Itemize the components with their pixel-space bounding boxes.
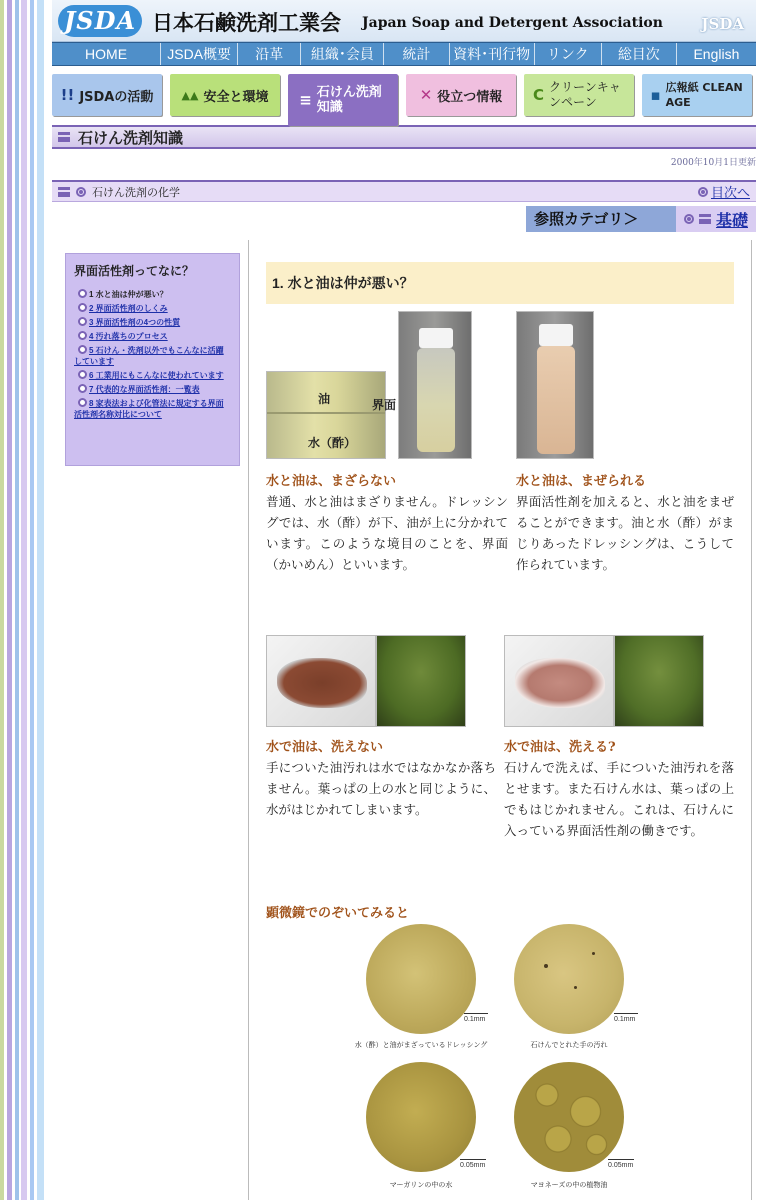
toc-link[interactable] bbox=[698, 182, 750, 201]
tab-soap-knowledge[interactable] bbox=[288, 74, 398, 126]
separated-bottle-photo bbox=[398, 311, 472, 459]
side-menu-link-1[interactable]: 1 水と油は仲が悪い？ bbox=[89, 290, 168, 299]
jsda-logo[interactable]: JSDA bbox=[58, 5, 142, 37]
hands-water-photo bbox=[266, 635, 376, 727]
side-menu bbox=[65, 253, 240, 466]
tab-label: 役立つ情報 bbox=[437, 89, 503, 105]
menu-lines-icon bbox=[699, 214, 711, 224]
nav-home[interactable]: HOME bbox=[52, 43, 161, 65]
menu-lines-icon: ≡ bbox=[299, 91, 312, 109]
subsection-bar bbox=[52, 180, 756, 202]
nav-history[interactable]: 沿革 bbox=[238, 43, 301, 65]
side-menu-link-6[interactable]: 6 工業用にもこんなに使われています bbox=[89, 371, 224, 380]
top-nav bbox=[52, 42, 756, 66]
campaign-c-icon: C bbox=[532, 86, 544, 104]
microscope-margarine bbox=[366, 1062, 476, 1172]
subsection-title: 石けん洗剤の化学 bbox=[92, 185, 180, 199]
bullet-circle-icon bbox=[698, 187, 708, 197]
bullet-circle-icon bbox=[78, 289, 87, 298]
tab-jsda-activities[interactable] bbox=[52, 74, 162, 116]
tab-label: 石けん洗剤 知識 bbox=[316, 85, 382, 115]
article-content bbox=[266, 262, 734, 304]
menu-lines-icon bbox=[58, 132, 70, 142]
label-interface: 界面 bbox=[372, 398, 397, 412]
bullet-circle-icon bbox=[78, 345, 87, 354]
nav-links[interactable]: リンク bbox=[535, 43, 602, 65]
toc-link-label[interactable]: 目次へ bbox=[710, 186, 750, 201]
side-menu-item[interactable] bbox=[74, 317, 231, 328]
category-basic-link[interactable]: 基礎 bbox=[715, 210, 748, 230]
section-title-bar bbox=[52, 125, 756, 149]
left-decorative-stripes bbox=[0, 0, 44, 1200]
tab-useful-info[interactable] bbox=[406, 74, 516, 116]
side-menu-item[interactable] bbox=[74, 331, 231, 342]
caption-water-cannot-wash: 水で油は、洗えない bbox=[266, 740, 384, 755]
page bbox=[52, 0, 756, 1189]
text-block-2 bbox=[516, 470, 734, 575]
nav-publications[interactable]: 資料･刊行物 bbox=[450, 43, 535, 65]
newspaper-icon: ▪ bbox=[650, 86, 661, 104]
caption-can-mix: 水と油は、まぜられる bbox=[516, 474, 647, 489]
reference-category-label: 参照カテゴリ＞ bbox=[526, 206, 676, 232]
bullet-circle-icon bbox=[78, 384, 87, 393]
scale-label: 0.1mm bbox=[614, 1016, 638, 1023]
nav-about[interactable]: JSDA概要 bbox=[161, 43, 238, 65]
text-block-1 bbox=[266, 470, 508, 575]
emulsified-bottle-photo bbox=[516, 311, 594, 459]
bullet-circle-icon bbox=[76, 187, 86, 197]
side-menu-title: 界面活性剤ってなに？ bbox=[74, 264, 195, 278]
microscope-margarine-caption: マーガリンの中の水 bbox=[389, 1182, 453, 1189]
nav-organization[interactable]: 組織･会員 bbox=[301, 43, 384, 65]
side-menu-item[interactable] bbox=[74, 398, 231, 420]
paragraph-water-cannot-wash: 手についた油汚れは水ではなかなか落ちません。葉っぱの上の水と同じように、水がはじかれてしまいます。 bbox=[266, 760, 496, 817]
nav-index[interactable]: 総目次 bbox=[602, 43, 677, 65]
tab-label: 広報紙 CLEAN AGE bbox=[665, 81, 743, 109]
paragraph-can-mix: 界面活性剤を加えると、水と油をまぜることができます。油と水（酢）がまじりあったドレッシングは、こうして作られています。 bbox=[516, 494, 734, 572]
org-abbr: JSDA bbox=[701, 15, 744, 33]
side-menu-item[interactable] bbox=[74, 345, 231, 367]
caption-soap-can-wash: 水で油は、洗える? bbox=[504, 740, 616, 755]
tab-safety-environment[interactable] bbox=[170, 74, 280, 116]
side-menu-item[interactable] bbox=[74, 303, 231, 314]
divider bbox=[751, 240, 752, 1200]
tab-clean-age[interactable] bbox=[642, 74, 752, 116]
side-menu-item[interactable] bbox=[74, 289, 231, 300]
exclamation-icon: !! bbox=[60, 86, 75, 104]
tab-label: JSDAの活動 bbox=[79, 89, 154, 105]
scale-label: 0.05mm bbox=[608, 1162, 634, 1169]
microscope-mayonnaise bbox=[514, 1062, 624, 1172]
paragraph-soap-can-wash: 石けんで洗えば、手についた油汚れを落とせます。また石けん水は、葉っぱの上でもはじかれません。これは、石けんに入っている界面活性剤の働きです。 bbox=[504, 760, 734, 838]
leaf-water-photo bbox=[376, 635, 466, 727]
side-menu-link-2[interactable]: 2 界面活性剤のしくみ bbox=[89, 304, 168, 313]
nav-english[interactable]: English bbox=[693, 46, 740, 62]
side-menu-link-8[interactable]: 8 家表法および化管法に規定する界面活性剤名称対比について bbox=[74, 399, 224, 419]
tab-clean-campaign[interactable] bbox=[524, 74, 634, 116]
org-name-ja: 日本石鹸洗剤工業会 bbox=[152, 10, 341, 35]
label-oil: 油 bbox=[318, 392, 331, 406]
scale-label: 0.05mm bbox=[460, 1162, 486, 1169]
side-menu-link-4[interactable]: 4 汚れ落ちのプロセス bbox=[89, 332, 168, 341]
microscope-title: 顕微鏡でのぞいてみると bbox=[266, 906, 410, 921]
tab-label: クリーンキャンペーン bbox=[549, 80, 621, 109]
microscope-dressing-caption: 水（酢）と油がまざっているドレッシング bbox=[354, 1042, 488, 1049]
article-heading: 1. 水と油は仲が悪い？ bbox=[266, 262, 734, 304]
caption-no-mix: 水と油は、まざらない bbox=[266, 474, 397, 489]
microscope-hand-dirt bbox=[514, 924, 624, 1034]
reference-category-value[interactable] bbox=[676, 206, 756, 232]
bullet-circle-icon bbox=[78, 398, 87, 407]
category-tabs bbox=[52, 74, 756, 118]
updated-date: 2000年10月1日更新 bbox=[670, 158, 756, 168]
bullet-circle-icon bbox=[78, 331, 87, 340]
scale-label: 0.1mm bbox=[464, 1016, 488, 1023]
org-name-en: Japan Soap and Detergent Association bbox=[362, 15, 663, 31]
main-body bbox=[52, 240, 756, 1200]
text-block-3 bbox=[266, 736, 496, 820]
tab-label: 安全と環境 bbox=[203, 89, 269, 105]
pinwheel-icon: ✕ bbox=[419, 86, 433, 104]
mountain-icon: ▲▲ bbox=[181, 88, 199, 102]
hands-soap-photo bbox=[504, 635, 614, 727]
microscope-hand-dirt-caption: 石けんでとれた手の汚れ bbox=[530, 1042, 608, 1049]
section-title: 石けん洗剤知識 bbox=[78, 128, 184, 147]
side-menu-link-7[interactable]: 7 代表的な界面活性剤：一覧表 bbox=[89, 385, 200, 394]
bullet-circle-icon bbox=[684, 214, 694, 224]
microscope-mayonnaise-caption: マヨネーズの中の植物油 bbox=[530, 1182, 608, 1189]
divider bbox=[248, 240, 249, 1200]
side-menu-link-3[interactable]: 3 界面活性剤の4つの性質 bbox=[89, 318, 181, 327]
reference-category bbox=[526, 206, 756, 232]
side-menu-link-5[interactable]: 5 石けん・洗剤以外でもこんなに活躍しています bbox=[74, 346, 224, 366]
bullet-circle-icon bbox=[78, 317, 87, 326]
bullet-circle-icon bbox=[78, 370, 87, 379]
bullet-circle-icon bbox=[78, 303, 87, 312]
side-menu-item[interactable] bbox=[74, 384, 231, 395]
text-block-4 bbox=[504, 736, 734, 841]
microscope-dressing bbox=[366, 924, 476, 1034]
side-menu-item[interactable] bbox=[74, 370, 231, 381]
menu-lines-icon bbox=[58, 187, 70, 197]
nav-statistics[interactable]: 統計 bbox=[384, 43, 449, 65]
leaf-soap-photo bbox=[614, 635, 704, 727]
site-header bbox=[52, 0, 756, 42]
paragraph-no-mix: 普通、水と油はまざりません。ドレッシングでは、水（酢）が下、油が上に分かれています。このような境目のことを、界面（かいめん）といいます。 bbox=[266, 494, 508, 572]
label-water: 水（酢） bbox=[308, 436, 357, 450]
